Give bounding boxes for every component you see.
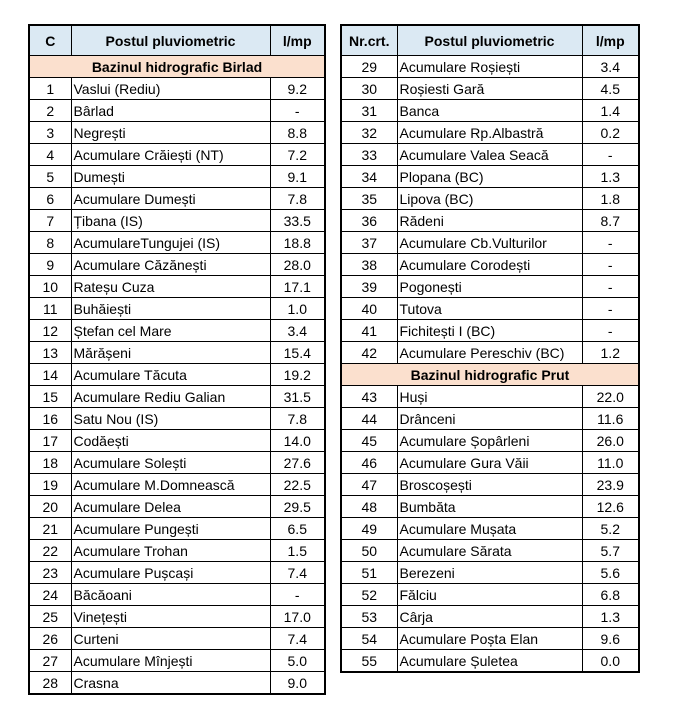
station-name: Acumulare Pușcași [71,562,270,584]
station-name: Rateșu Cuza [71,276,270,298]
table-row [341,210,639,232]
rainfall-value: 0.2 [582,122,639,144]
station-name: Vaslui (Rediu) [71,78,270,100]
left-rainfall-table [28,24,326,695]
station-name: Lipova (BC) [397,188,582,210]
table-row [341,232,639,254]
table-row [29,188,325,210]
rainfall-value: - [582,298,639,320]
section-row-prut [341,364,639,386]
table-row [341,430,639,452]
rainfall-value: 33.5 [270,210,325,232]
table-row [341,56,639,78]
row-number: 38 [341,254,397,276]
row-number: 19 [29,474,71,496]
table-row [341,100,639,122]
rainfall-value: 5.7 [582,540,639,562]
row-number: 12 [29,320,71,342]
station-name: Acumulare Solești [71,452,270,474]
row-number: 33 [341,144,397,166]
table-row [29,386,325,408]
row-number: 50 [341,540,397,562]
table-row [29,210,325,232]
station-name: Acumulare Sărata [397,540,582,562]
station-name: Berezeni [397,562,582,584]
row-number: 18 [29,452,71,474]
rainfall-value: - [582,232,639,254]
rainfall-value: - [582,320,639,342]
table-row [341,518,639,540]
rainfall-value: 29.5 [270,496,325,518]
rainfall-value: - [270,100,325,122]
rainfall-value: - [582,254,639,276]
station-name: Rădeni [397,210,582,232]
rainfall-value: 4.5 [582,78,639,100]
rainfall-value: - [582,144,639,166]
row-number: 20 [29,496,71,518]
rainfall-value: 5.0 [270,650,325,672]
rainfall-value: 8.7 [582,210,639,232]
rainfall-value: 22.0 [582,386,639,408]
rainfall-value: 1.4 [582,100,639,122]
rainfall-value: - [270,584,325,606]
table-row [341,188,639,210]
table-row [29,232,325,254]
rainfall-value: 7.4 [270,562,325,584]
row-number: 52 [341,584,397,606]
section-title: Bazinul hidrografic Prut [341,364,639,386]
row-number: 1 [29,78,71,100]
station-name: Roșiesti Gară [397,78,582,100]
table-row [29,100,325,122]
station-name: Negrești [71,122,270,144]
station-name: Acumulare Delea [71,496,270,518]
table-row [341,386,639,408]
header-nr: Nr.crt. [341,25,397,56]
table-row [29,650,325,672]
table-row [29,430,325,452]
row-number: 16 [29,408,71,430]
station-name: Dumești [71,166,270,188]
row-number: 14 [29,364,71,386]
rainfall-value: 9.0 [270,672,325,695]
table-row [29,78,325,100]
station-name: Ștefan cel Mare [71,320,270,342]
station-name: Mărășeni [71,342,270,364]
station-name: Plopana (BC) [397,166,582,188]
row-number: 28 [29,672,71,695]
row-number: 37 [341,232,397,254]
table-row [29,276,325,298]
row-number: 21 [29,518,71,540]
row-number: 10 [29,276,71,298]
row-number: 27 [29,650,71,672]
rainfall-value: 17.0 [270,606,325,628]
station-name: Acumulare Poșta Elan [397,628,582,650]
row-number: 11 [29,298,71,320]
station-name: Fichitești I (BC) [397,320,582,342]
station-name: Buhăiești [71,298,270,320]
rainfall-value: 5.2 [582,518,639,540]
station-name: Acumulare Tăcuta [71,364,270,386]
station-name: Acumulare Rediu Galian [71,386,270,408]
table-row [341,496,639,518]
rainfall-value: 14.0 [270,430,325,452]
row-number: 42 [341,342,397,364]
table-row [341,166,639,188]
header-unit: l/mp [582,25,639,56]
rainfall-value: 31.5 [270,386,325,408]
table-row [29,540,325,562]
station-name: Huși [397,386,582,408]
rainfall-value: 17.1 [270,276,325,298]
table-row [29,518,325,540]
station-name: Acumulare Crăiești (NT) [71,144,270,166]
table-row [29,496,325,518]
table-row [341,298,639,320]
row-number: 5 [29,166,71,188]
table-row [29,166,325,188]
station-name: Acumulare Rp.Albastră [397,122,582,144]
table-row [341,78,639,100]
table-row [341,540,639,562]
table-row [29,452,325,474]
rainfall-value: 1.8 [582,188,639,210]
row-number: 3 [29,122,71,144]
rainfall-value: 3.4 [270,320,325,342]
rainfall-value: 1.5 [270,540,325,562]
station-name: Acumulare Valea Seacă [397,144,582,166]
table-row [341,584,639,606]
station-name: Acumulare Trohan [71,540,270,562]
section-row-birlad [29,56,325,78]
row-number: 47 [341,474,397,496]
row-number: 6 [29,188,71,210]
station-name: Acumulare Pereschiv (BC) [397,342,582,364]
rainfall-value: 7.4 [270,628,325,650]
table-row [29,474,325,496]
station-name: Acumulare Căzănești [71,254,270,276]
table-row [29,408,325,430]
rainfall-value: 15.4 [270,342,325,364]
station-name: Acumulare Șopârleni [397,430,582,452]
row-number: 54 [341,628,397,650]
rainfall-value: 28.0 [270,254,325,276]
rainfall-value: 18.8 [270,232,325,254]
rainfall-value: 9.1 [270,166,325,188]
row-number: 13 [29,342,71,364]
header-row [341,25,639,56]
row-number: 8 [29,232,71,254]
row-number: 45 [341,430,397,452]
row-number: 22 [29,540,71,562]
row-number: 51 [341,562,397,584]
table-row [341,562,639,584]
table-row [341,144,639,166]
row-number: 9 [29,254,71,276]
station-name: Acumulare Roșiești [397,56,582,78]
station-name: Acumulare Pungești [71,518,270,540]
station-name: Băcăoani [71,584,270,606]
row-number: 48 [341,496,397,518]
row-number: 36 [341,210,397,232]
table-row [29,672,325,695]
table-row [341,320,639,342]
rainfall-value: 27.6 [270,452,325,474]
row-number: 29 [341,56,397,78]
rainfall-value: 3.4 [582,56,639,78]
table-row [29,342,325,364]
rainfall-value: 6.8 [582,584,639,606]
row-number: 40 [341,298,397,320]
header-unit: l/mp [270,25,325,56]
station-name: Cârja [397,606,582,628]
row-number: 43 [341,386,397,408]
station-name: Fălciu [397,584,582,606]
table-row [341,474,639,496]
right-rainfall-table [340,24,640,673]
row-number: 31 [341,100,397,122]
station-name: Acumulare Cb.Vulturilor [397,232,582,254]
table-row [29,628,325,650]
header-post: Postul pluviometric [71,25,270,56]
station-name: Acumulare Corodești [397,254,582,276]
station-name: Tutova [397,298,582,320]
station-name: Vinețești [71,606,270,628]
row-number: 26 [29,628,71,650]
rainfall-value: 11.6 [582,408,639,430]
station-name: Drânceni [397,408,582,430]
row-number: 53 [341,606,397,628]
rainfall-value: 9.6 [582,628,639,650]
rainfall-value: 8.8 [270,122,325,144]
rainfall-value: 22.5 [270,474,325,496]
rainfall-value: 0.0 [582,650,639,673]
header-row [29,25,325,56]
station-name: Pogonești [397,276,582,298]
table-row [341,342,639,364]
table-row [29,298,325,320]
rainfall-value: 1.3 [582,166,639,188]
station-name: Acumulare Mușata [397,518,582,540]
station-name: Bumbăta [397,496,582,518]
station-name: Acumulare Șuletea [397,650,582,673]
row-number: 55 [341,650,397,673]
table-row [29,320,325,342]
table-row [341,254,639,276]
row-number: 15 [29,386,71,408]
table-row [29,584,325,606]
station-name: Acumulare Gura Văii [397,452,582,474]
table-row [29,364,325,386]
station-name: Acumulare Dumești [71,188,270,210]
station-name: Codăești [71,430,270,452]
rainfall-value: 6.5 [270,518,325,540]
rainfall-value: 26.0 [582,430,639,452]
station-name: Țibana (IS) [71,210,270,232]
station-name: AcumulareTungujei (IS) [71,232,270,254]
station-name: Acumulare Mînjești [71,650,270,672]
row-number: 34 [341,166,397,188]
station-name: Acumulare M.Domnească [71,474,270,496]
row-number: 4 [29,144,71,166]
row-number: 41 [341,320,397,342]
rainfall-value: 1.3 [582,606,639,628]
row-number: 32 [341,122,397,144]
station-name: Curteni [71,628,270,650]
row-number: 25 [29,606,71,628]
rainfall-value: 9.2 [270,78,325,100]
row-number: 46 [341,452,397,474]
rainfall-value: 19.2 [270,364,325,386]
table-row [341,276,639,298]
row-number: 49 [341,518,397,540]
table-row [341,628,639,650]
table-row [29,562,325,584]
header-nr: C [29,25,71,56]
row-number: 17 [29,430,71,452]
station-name: Banca [397,100,582,122]
header-post: Postul pluviometric [397,25,582,56]
station-name: Crasna [71,672,270,695]
rainfall-value: 7.8 [270,408,325,430]
rainfall-value: 1.0 [270,298,325,320]
row-number: 44 [341,408,397,430]
rainfall-value: 11.0 [582,452,639,474]
table-row [341,452,639,474]
table-row [29,254,325,276]
rainfall-value: 12.6 [582,496,639,518]
rainfall-value: 5.6 [582,562,639,584]
table-row [341,408,639,430]
table-row [341,122,639,144]
table-row [29,144,325,166]
station-name: Bârlad [71,100,270,122]
rainfall-value: 7.8 [270,188,325,210]
row-number: 23 [29,562,71,584]
rainfall-value: 1.2 [582,342,639,364]
row-number: 2 [29,100,71,122]
table-row [29,606,325,628]
rainfall-value: 7.2 [270,144,325,166]
row-number: 7 [29,210,71,232]
table-row [29,122,325,144]
row-number: 24 [29,584,71,606]
station-name: Broscoșești [397,474,582,496]
row-number: 35 [341,188,397,210]
section-title: Bazinul hidrografic Birlad [29,56,325,78]
station-name: Satu Nou (IS) [71,408,270,430]
table-row [341,650,639,673]
row-number: 30 [341,78,397,100]
rainfall-value: 23.9 [582,474,639,496]
row-number: 39 [341,276,397,298]
table-row [341,606,639,628]
rainfall-value: - [582,276,639,298]
